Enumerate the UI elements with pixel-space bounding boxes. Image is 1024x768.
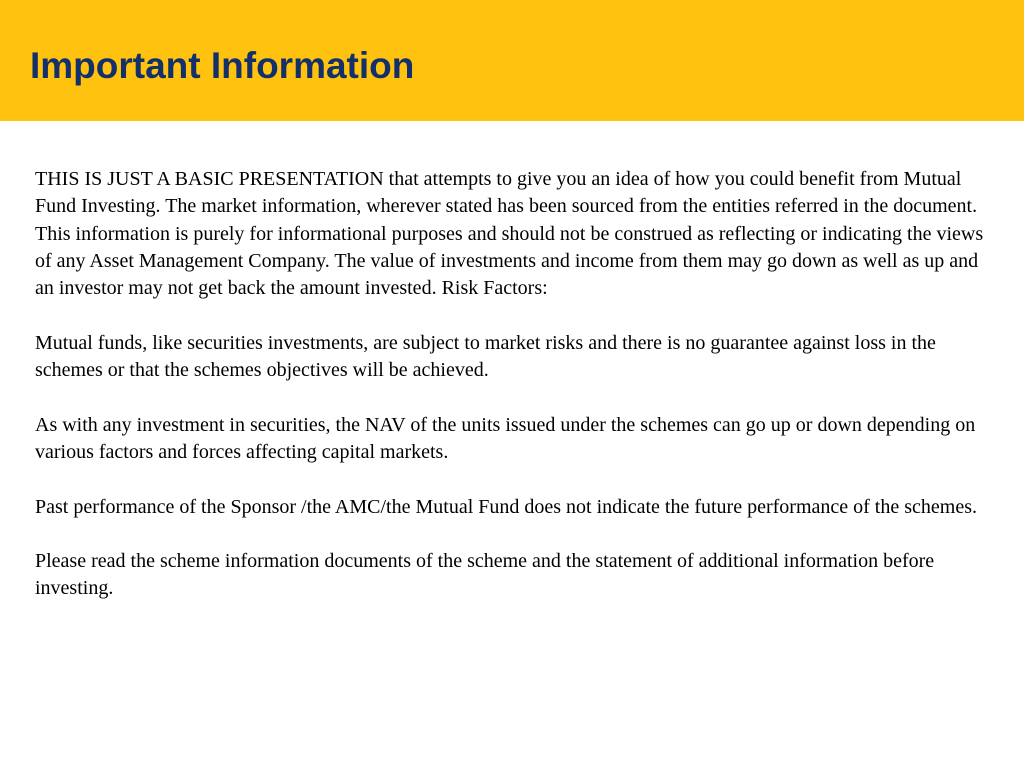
intro-paragraph xyxy=(35,166,995,302)
risk-paragraph-market: Mutual funds, like securities investments, are subject to market risks and there is no guarantee against loss in the schemes or that the schemes objectives will be achieved. xyxy=(35,331,936,382)
risk-paragraph-read-documents: Please read the scheme information documents of the scheme and the statement of additional information before investing. xyxy=(35,550,935,600)
header-band xyxy=(0,0,1024,121)
intro-paragraph-text: that attempts to give you an idea of how you could benefit from Mutual Fund Investing. The market information, wherever stated has been sourced from the entities referred in the document. This information is purely for informational purposes and should not be construed as reflecting or indicating the views of any Asset Management Company. The value of investments and income from them may go down as well as up and an investor may not get back the amount invested. Risk Factors: xyxy=(35,168,984,300)
disclaimer-body xyxy=(35,166,995,603)
risk-paragraph-nav: As with any investment in securities, the NAV of the units issued under the schemes can go up or down depending on various factors and forces affecting capital markets. xyxy=(35,413,976,463)
slide-title: Important Information xyxy=(30,45,415,86)
intro-lead-text: THIS IS JUST A BASIC PRESENTATION xyxy=(35,168,384,190)
risk-paragraph-past-performance: Past performance of the Sponsor /the AMC/the Mutual Fund does not indicate the future performance of the schemes. xyxy=(35,495,977,518)
